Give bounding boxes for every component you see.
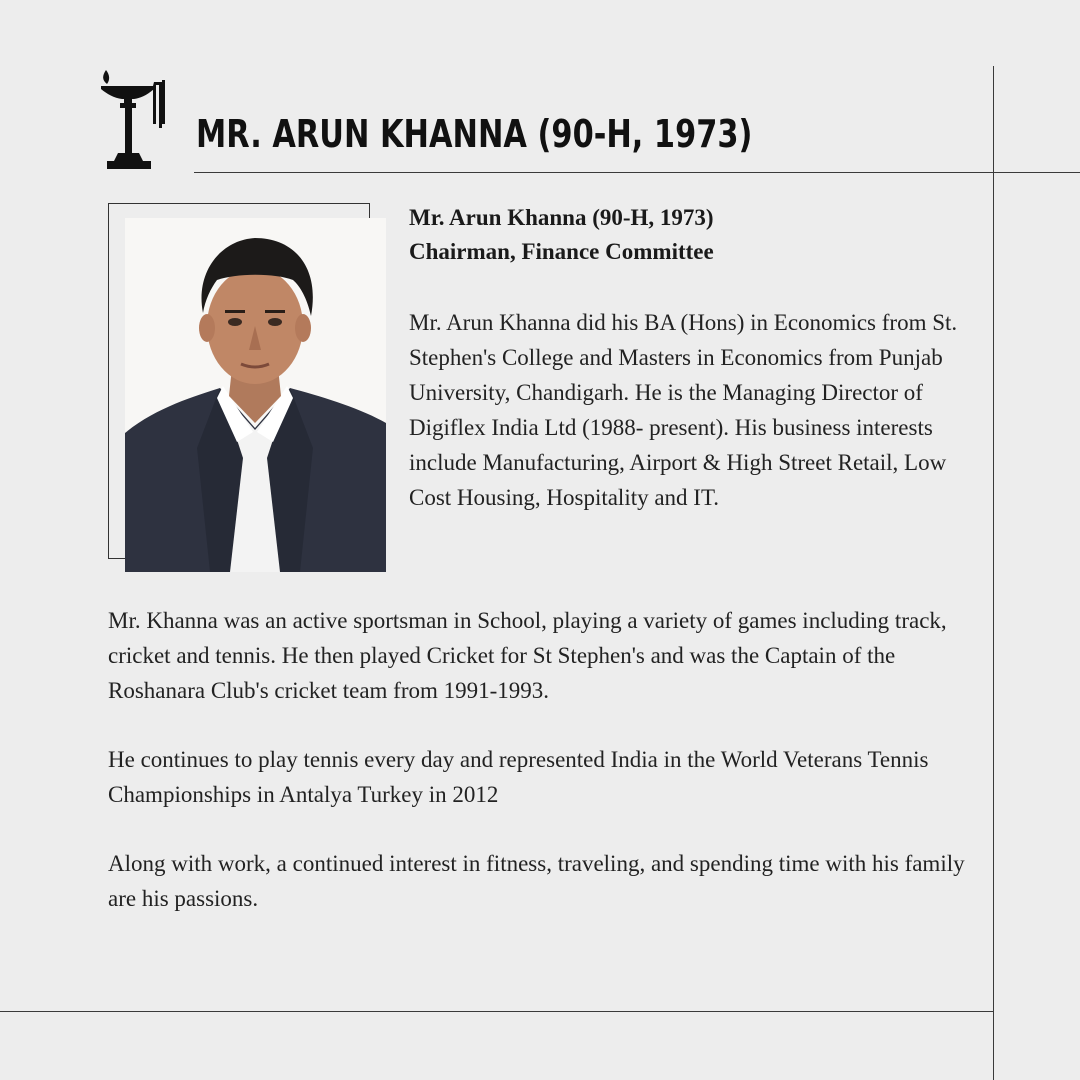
paragraph-passions: Along with work, a continued interest in fitness, traveling, and spending time with his family are his passions. bbox=[108, 851, 965, 911]
paragraph-tennis: He continues to play tennis every day and represented India in the World Veterans Tennis Championships in Antalya Turkey in 2012 bbox=[108, 747, 929, 807]
profile-name: Mr. Arun Khanna (90-H, 1973) bbox=[409, 205, 714, 230]
profile-heading bbox=[409, 201, 714, 269]
page-title: MR. ARUN KHANNA (90-H, 1973) bbox=[196, 112, 753, 156]
lamp-pillar-icon bbox=[96, 66, 170, 174]
profile-intro: Mr. Arun Khanna did his BA (Hons) in Economics from St. Stephen's College and Masters in Economics from Punjab University, Chandigarh. He is the Managing Director of Digiflex India Ltd (1988- present). His business interests include Manufacturing, Airport & High Street Retail, Low Cost Housing, Hospitality and IT. bbox=[409, 310, 958, 510]
portrait-photo bbox=[125, 218, 386, 572]
frame-line-bottom bbox=[0, 1011, 994, 1012]
profile-role: Chairman, Finance Committee bbox=[409, 239, 714, 264]
title-underline bbox=[194, 172, 1080, 173]
paragraph-sports: Mr. Khanna was an active sportsman in School, playing a variety of games including track, cricket and tennis. He then played Cricket for St Stephen's and was the Captain of the Roshanara Club's cricket team from 1991-1993. bbox=[108, 608, 947, 703]
frame-line-right bbox=[993, 66, 994, 1080]
